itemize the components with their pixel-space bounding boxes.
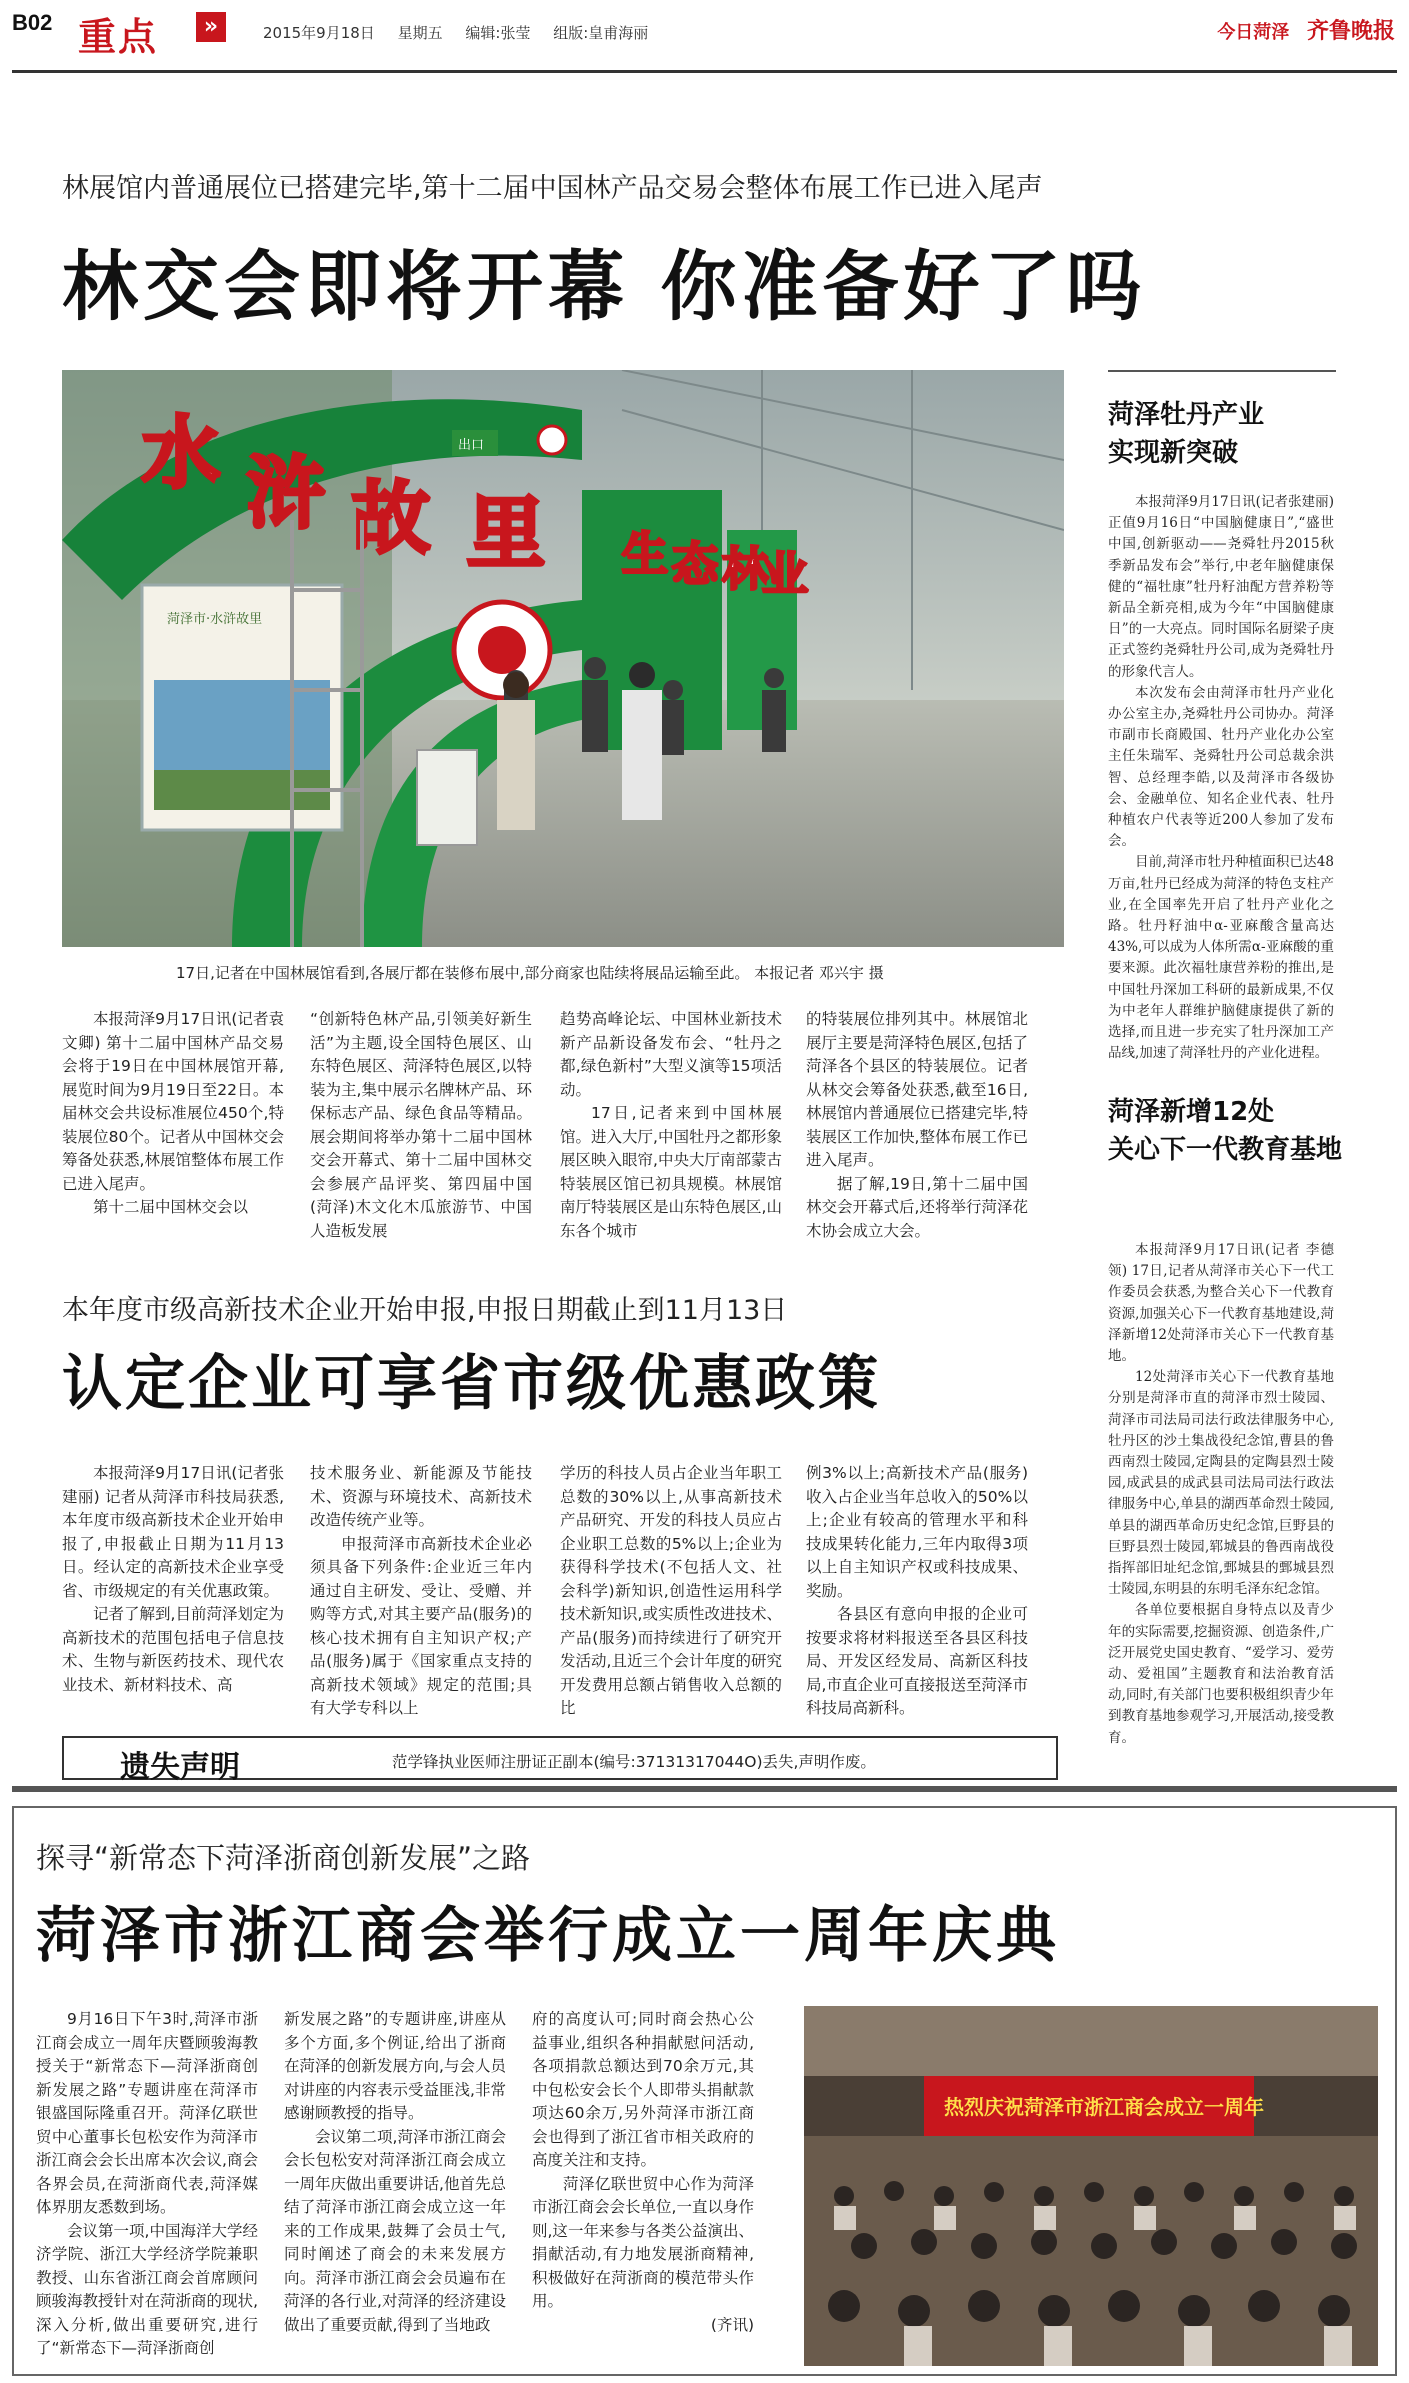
story3-photo [804,2006,1378,2366]
story3-column-3 [532,2008,754,2337]
sidebar-story1-body [1108,492,1334,1064]
paragraph: 新发展之路”的专题讲座,讲座从多个方面,多个例证,给出了浙商在菏泽的创新发展方向,与会人员对讲座的内容表示受益匪浅,非常感谢顾教授的指导。 [284,2010,506,2122]
sign-char-3: 故 [352,474,431,564]
paragraph: 9月16日下午3时,菏泽市浙江商会成立一周年庆暨顾骏海教授关于“新常态下—菏泽浙商创新发展之路”专题讲座在菏泽市银盛国际隆重召开。菏泽亿联世贸中心董事长包松安作为菏泽市浙江商会会长出席本次会议,商会各界会员,在菏浙商代表,菏泽媒体界朋友悉数到场。 [36,2010,258,2216]
story3-column-2 [284,2008,506,2337]
paragraph: 菏泽亿联世贸中心作为菏泽市浙江商会会长单位,一直以身作则,这一年来参与各类公益演出、捐献活动,有力地发展浙商精神,积极做好在菏浙商的模范带头作用。 [532,2174,754,2310]
edition-name: 今日菏泽 [1217,22,1290,43]
issue-date: 2015年9月18日 [263,24,375,42]
story1-photo-caption: 17日,记者在中国林展馆看到,各展厅都在装修布展中,部分商家也陆续将展品运输至此。 本报记者 邓兴宇 摄 [176,964,884,982]
story2-column-2 [310,1462,532,1721]
page-number: B02 [12,10,53,35]
story1-column-3 [560,1008,782,1243]
paragraph: 据了解,19日,第十二届中国林交会开幕式后,还将举行菏泽花木协会成立大会。 [806,1174,1028,1240]
notice-title: 遗失声明 [120,1750,240,1785]
sidebar-story2-headline: 菏泽新增12处 关心下一代教育基地 [1108,1097,1343,1165]
header-divider [12,70,1397,73]
paragraph: 本报菏泽9月17日讯(记者张建丽) 正值9月16日“中国脑健康日”,“盛世中国,创新驱动——尧舜牡丹2015秋季新品发布会”举行,中老年脑健康保健的“福牡康”牡丹籽油配方营养粉等新品全新亮相,成为今年“中国脑健康日”的一大亮点。同时国际名厨梁子庚正式签约尧舜牡丹公司,成为尧舜牡丹的形象代言人。 [1108,494,1334,680]
sign-char-1: 水 [142,409,221,499]
paragraph: 趋势高峰论坛、中国林业新技术新产品新设备发布会、“牡丹之都,绿色新村”大型义演等15项活动。 [560,1010,782,1099]
story2-headline: 认定企业可享省市级优惠政策 [62,1349,881,1419]
brand-logo: 齐鲁晚报 [1306,18,1395,44]
paragraph: 的特装展位排列其中。林展馆北展厅主要是菏泽特色展区,包括了菏泽各个县区的特装展位。记者从林交会筹备处获悉,截至16日,林展馆内普通展位已搭建完毕,特装展区工作加快,整体布展工作已进入尾声。 [806,1010,1028,1169]
byline: (齐讯) [710,2315,754,2334]
paragraph: 会议第二项,菏泽市浙江商会会长包松安对菏泽浙江商会成立一周年庆做出重要讲话,他首先总结了菏泽市浙江商会成立这一年来的工作成果,鼓舞了会员士气,同时阐述了商会的未来发展方向。菏泽市浙江商会会员遍布在菏泽的各行业,对菏泽的经济建设做出了重要贡献,得到了当地政 [284,2127,506,2334]
section-divider [12,1786,1397,1792]
sign-char-4: 里 [467,489,546,579]
story3-column-1 [36,2008,258,2361]
sign-char-8: 业 [762,547,808,601]
story2-column-1 [62,1462,284,1697]
story1-headline: 林交会即将开幕 你准备好了吗 [62,242,1147,331]
paragraph: 本报菏泽9月17日讯(记者张建丽) 记者从菏泽市科技局获悉,本年度市级高新技术企业开始申报了,申报截止日期为11月13日。经认定的高新技术企业享受省、市级规定的有关优惠政策。 [62,1464,284,1600]
paragraph: 申报菏泽市高新技术企业必须具备下列条件:企业近三年内通过自主研发、受让、受赠、并购等方式,对其主要产品(服务)的核心技术拥有自主知识产权;产品(服务)属于《国家重点支持的高新技术领域》规定的范围;具有大学专科以上 [310,1534,532,1717]
editor-credit: 编辑:张莹 [465,24,531,42]
exit-sign: 出口 [458,438,485,453]
chevron-right-icon: » [196,12,226,42]
paragraph: 12处菏泽市关心下一代教育基地分别是菏泽市直的菏泽市烈士陵园、菏泽市司法局司法行政法律服务中心,牡丹区的沙土集战役纪念馆,曹县的鲁西南烈士陵园,定陶县的定陶县烈士陵园,成武县的成武县司法局司法行政法律服务中心,单县的湖西革命烈士陵园,单县的湖西革命历史纪念馆,巨野县的巨野县烈士陵园,郓城县的鲁西南战役指挥部旧址纪念馆,鄄城县的鄄城县烈士陵园,东明县的东明毛泽东纪念馆。 [1108,1369,1334,1598]
sidebar-story1-headline: 菏泽牡丹产业 实现新突破 [1108,400,1265,468]
story3-kicker: 探寻“新常态下菏泽浙商创新发展”之路 [36,1841,531,1875]
newspaper-brand [1217,14,1395,45]
paragraph: “创新特色林产品,引领美好新生活”为主题,设全国特色展区、山东特色展区、菏泽特色展区,以特装为主,集中展示名牌林产品、环保标志产品、绿色食品等精品。展会期间将举办第十二届中国林交会开幕式、第十二届中国林交会参展产品评奖、第四届中国(菏泽)木文化木瓜旅游节、中国人造板发展 [310,1010,532,1240]
story2-kicker: 本年度市级高新技术企业开始申报,申报日期截止到11月13日 [62,1295,788,1326]
display-board-text: 菏泽市·水浒故里 [167,612,263,627]
ceremony-image [804,2006,1378,2366]
paragraph: 各单位要根据自身特点以及青少年的实际需要,挖掘资源、创造条件,广泛开展党史国史教育、“爱学习、爱劳动、爱祖国”主题教育和法治教育活动,同时,有关部门也要积极组织青少年到教育基地参观学习,开展活动,接受教育。 [1108,1602,1334,1746]
paragraph: 目前,菏泽市牡丹种植面积已达48万亩,牡丹已经成为菏泽的特色支柱产业,在全国率先开启了牡丹产业化之路。牡丹籽油中α-亚麻酸含量高达43%,可以成为人体所需α-亚麻酸的重要来源。此次福牡康营养粉的推出,是中国牡丹深加工科研的最新成果,不仅为中老年人群维护脑健康提供了新的选择,而且进一步充实了牡丹深加工产品线,加速了菏泽牡丹的产业化进程。 [1108,854,1334,1062]
section-title: 重点 [78,15,159,59]
sign-char-5: 生 [622,527,668,581]
ceremony-banner: 热烈庆祝菏泽市浙江商会成立一周年 [944,2095,1264,2119]
paragraph: 会议第一项,中国海洋大学经济学院、浙江大学经济学院兼职教授、山东省浙江商会首席顾问顾骏海教授针对在菏浙商的现状,深入分析,做出重要研究,进行了“新常态下—菏泽浙商创 [36,2221,258,2357]
story1-column-2 [310,1008,532,1243]
sign-char-2: 浒 [247,449,326,539]
paragraph: 府的高度认可;同时商会热心公益事业,组织各种捐献慰问活动,各项捐款总额达到70余万元,其中包松安会长个人即带头捐献款项达60余万,另外菏泽市浙江商会也得到了浙江省市相关政府的高度关注和支持。 [532,2010,754,2169]
issue-weekday: 星期五 [397,24,443,42]
sidebar-divider [1108,370,1336,372]
paragraph: 第十二届中国林交会以 [93,1198,249,1216]
layout-credit: 组版:皇甫海丽 [553,24,649,42]
paragraph: 各县区有意向申报的企业可按要求将材料报送至各县区科技局、开发区经发局、高新区科技局,市直企业可直接报送至菏泽市科技局高新科。 [806,1605,1028,1717]
sidebar-story2-body [1108,1240,1334,1749]
story1-column-1 [62,1008,284,1220]
paragraph: 记者了解到,目前菏泽划定为高新技术的范围包括电子信息技术、生物与新医药技术、现代农业技术、新材料技术、高 [62,1605,284,1694]
paragraph: 本报菏泽9月17日讯(记者袁文卿) 第十二届中国林产品交易会将于19日在中国林展馆开幕,展览时间为9月19日至22日。本届林交会共设标准展位450个,特装展位80个。记者从中国林交会筹备处获悉,林展馆整体布展工作已进入尾声。 [62,1010,284,1193]
story1-kicker: 林展馆内普通展位已搭建完毕,第十二届中国林产品交易会整体布展工作已进入尾声 [62,173,1043,204]
exhibition-hall-image [62,370,1064,947]
sign-char-6: 态 [672,537,718,591]
notice-text: 范学锋执业医师注册证正副本(编号:37131317044O)丢失,声明作废。 [392,1753,876,1771]
story2-column-4 [806,1462,1028,1721]
paragraph: 学历的科技人员占企业当年职工总数的30%以上,从事高新技术产品研究、开发的科技人员应占企业职工总数的5%以上;企业为获得科学技术(不包括人文、社会科学)新知识,创造性运用科学技术新知识,或实质性改进技术、产品(服务)而持续进行了研究开发活动,且近三个会计年度的研究开发费用总额占销售收入总额的比 [560,1464,782,1717]
paragraph: 例3%以上;高新技术产品(服务)收入占企业当年总收入的50%以上;企业有较高的管理水平和科技成果转化能力,三年内取得3项以上自主知识产权或科技成果、奖励。 [806,1464,1028,1600]
story1-photo [62,370,1064,947]
paragraph: 本报菏泽9月17日讯(记者 李德领) 17日,记者从菏泽市关心下一代工作委员会获悉,为整合关心下一代教育资源,加强关心下一代教育基地建设,菏泽新增12处菏泽市关心下一代教育基地。 [1108,1242,1334,1365]
story1-column-4 [806,1008,1028,1243]
paragraph: 技术服务业、新能源及节能技术、资源与环境技术、高新技术改造传统产业等。 [310,1464,532,1529]
story2-column-3 [560,1462,782,1721]
paragraph: 17日,记者来到中国林展馆。进入大厅,中国牡丹之都形象展区映入眼帘,中央大厅南部蒙古特装展区馆已初具规模。林展馆南厅特装展区是山东特色展区,山东各个城市 [560,1104,782,1240]
paragraph: 本次发布会由菏泽市牡丹产业化办公室主办,尧舜牡丹公司协办。菏泽市副市长商殿国、牡丹产业化办公室主任朱瑞军、尧舜牡丹公司总裁余洪智、总经理李皓,以及菏泽市各级协会、金融单位、知名企业代表、牡丹种植农户代表等近200人参加了发布会。 [1108,684,1334,850]
header-meta [263,22,666,43]
story3-headline: 菏泽市浙江商会举行成立一周年庆典 [36,1901,1060,1971]
sign-char-7: 林 [722,542,768,596]
